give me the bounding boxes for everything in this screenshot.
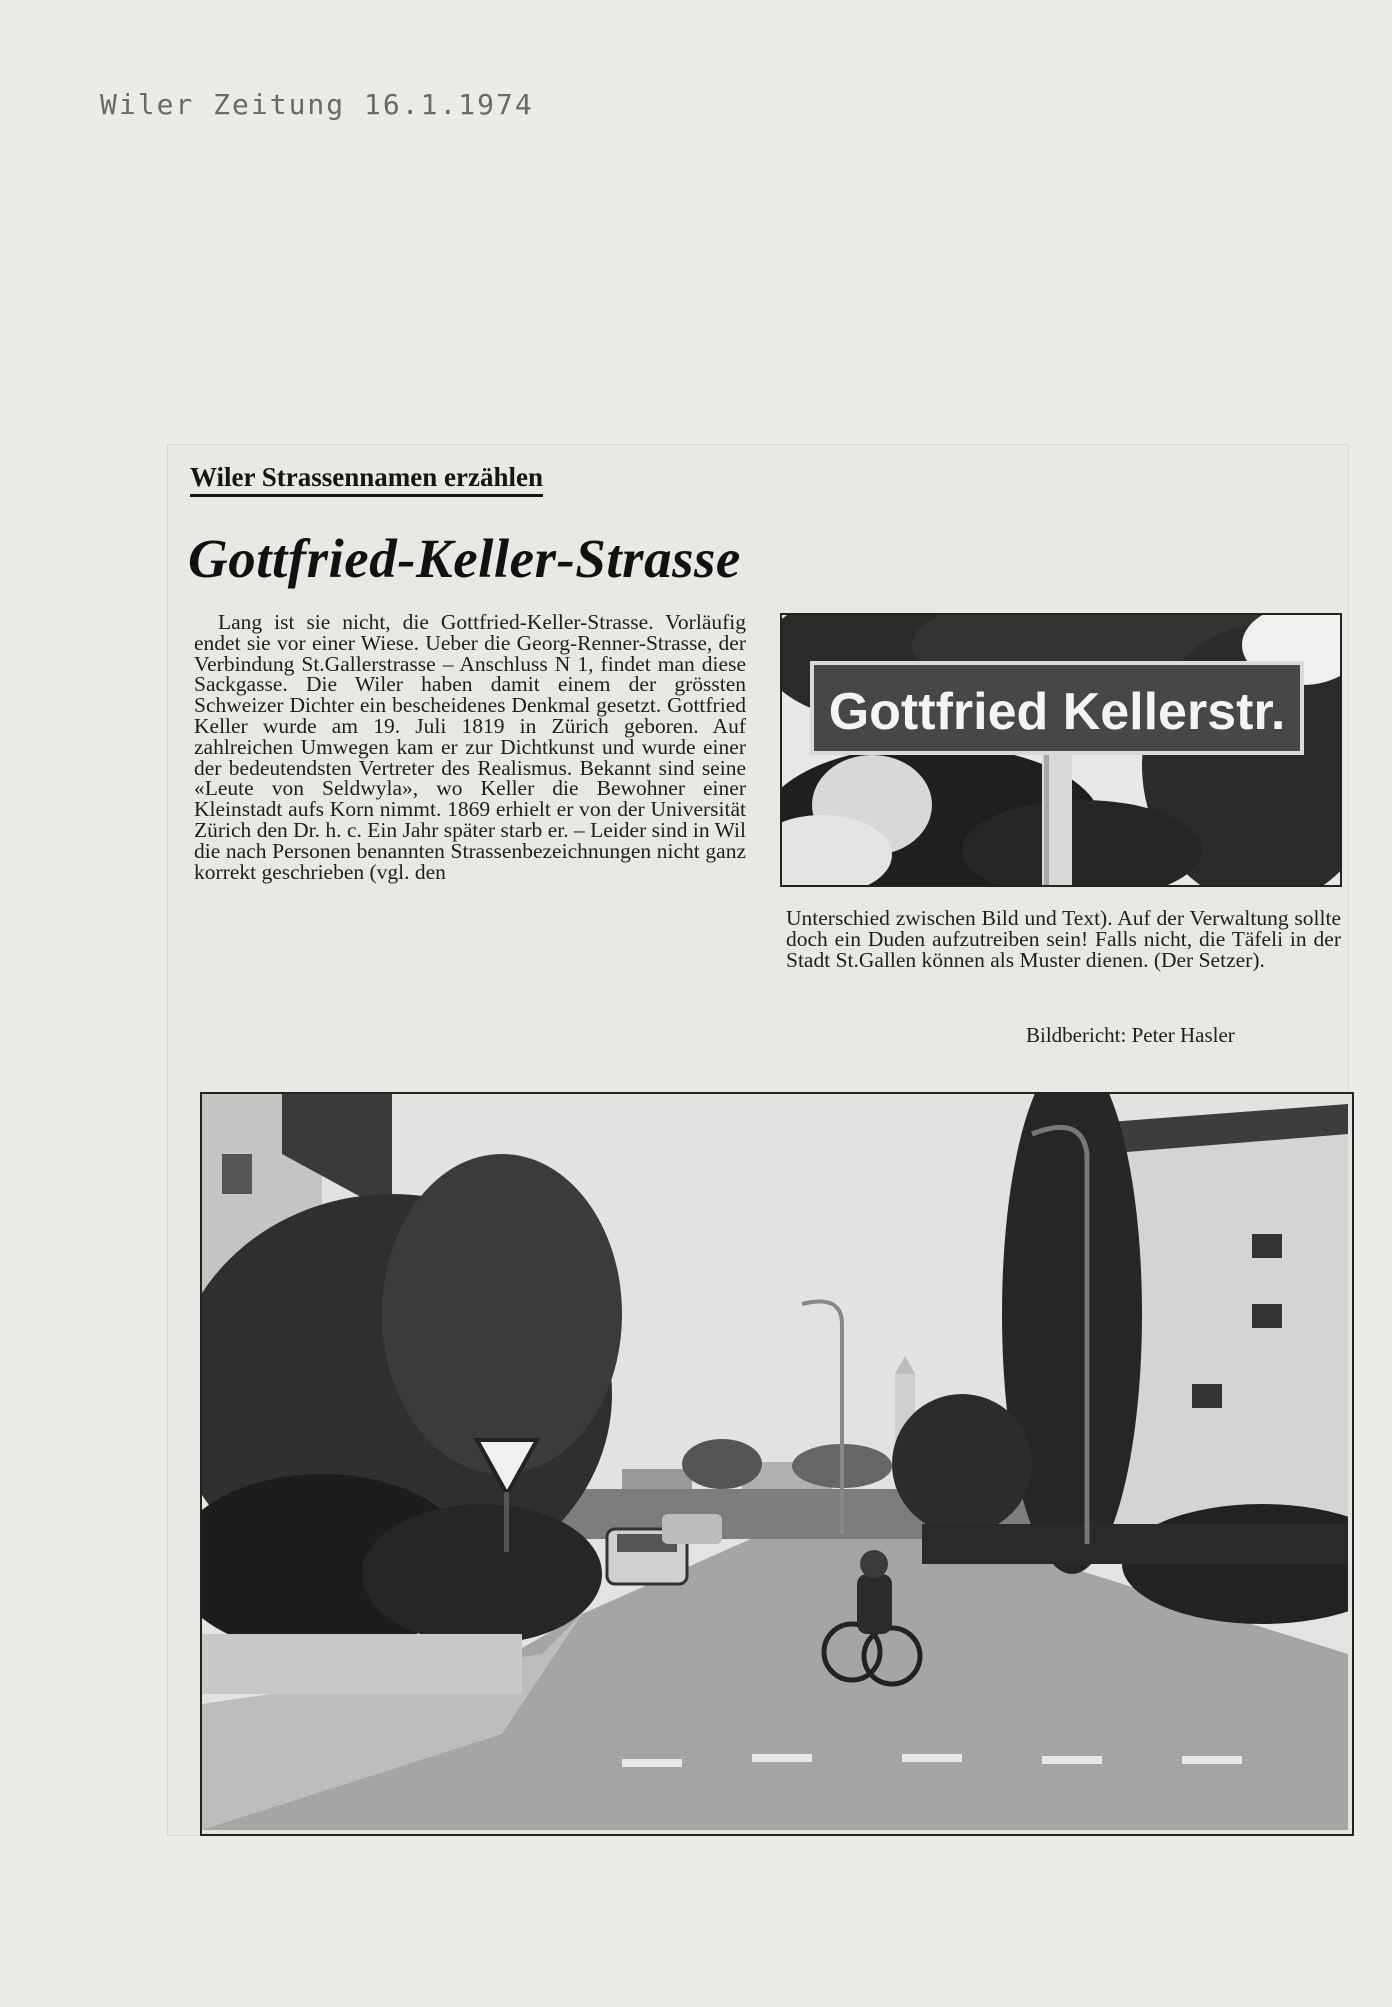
street-sign-photo [780, 613, 1342, 887]
article-body-right-column: Unterschied zwischen Bild und Text). Auf der Verwaltung sollte doch ein Duden aufzutreiben sein! Falls nicht, die Täfeli in der Stadt St.Gallen können als Muster dienen. (Der Setzer). [786, 906, 1341, 972]
street-scene-photo [200, 1092, 1354, 1836]
street-sign-illustration [782, 615, 1340, 885]
street-scene-illustration [202, 1094, 1348, 1830]
article-kicker: Wiler Strassennamen erzählen [190, 462, 543, 497]
article-body-left-column: Lang ist sie nicht, die Gottfried-Keller-Strasse. Vorläufig endet sie vor einer Wiese. Ueber die Georg-Renner-Strasse, der Verbindung St.Gallerstrasse – Anschluss N 1, findet man diese Sackgasse. Die Wiler haben damit einem der grössten Schweizer Dichter ein bescheidenes Denkmal gesetzt. Gottfried Keller wurde am 19. Juli 1819 in Zürich geboren. Auf zahlreichen Umwegen kam er zur Dichtkunst und wurde einer der bedeutendsten Vertreter des Realismus. Bekannt sind seine «Leute von Seldwyla», wo Keller die Bewohner einer Kleinstadt aufs Korn nimmt. 1869 erhielt er von der Universität Zürich den Dr. h. c. Ein Jahr später starb er. – Leider sind in Wil die nach Personen benannten Strassenbezeichnungen nicht ganz korrekt geschrieben (vgl. den [194, 610, 746, 884]
photo-credit-byline: Bildbericht: Peter Hasler [1026, 1023, 1235, 1047]
typed-header-note: Wiler Zeitung 16.1.1974 [100, 88, 534, 121]
article-headline: Gottfried-Keller-Strasse [188, 528, 741, 589]
sign-text: Gottfried Kellerstr. [828, 683, 1286, 741]
